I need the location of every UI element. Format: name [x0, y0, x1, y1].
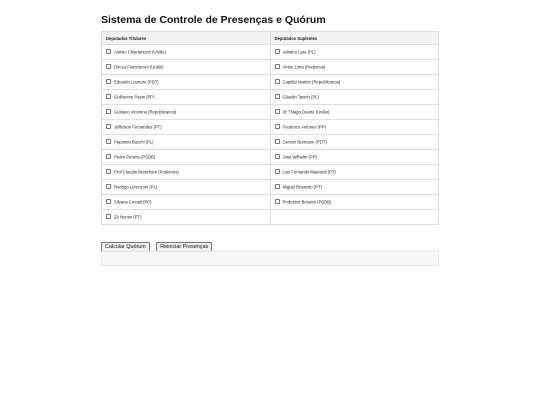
- presence-checkbox[interactable]: [275, 199, 280, 204]
- presence-checkbox[interactable]: [106, 124, 111, 129]
- deputy-name-label: Adriano Lara (PL): [282, 49, 316, 55]
- suplente-cell: [270, 90, 439, 105]
- deputy-name-label: Jefferson Fernandes (PT): [114, 124, 162, 130]
- deputy-name-label: Cláudio Tatsch (PL): [282, 94, 319, 100]
- deputy-name-label: Pedro Pereira (PSDB): [114, 154, 156, 160]
- table-row: [102, 120, 439, 135]
- deputy-name-label: Guilherme Pasin (PP): [114, 94, 155, 100]
- deputy-name-label: Frederico Antunes (PP): [282, 124, 327, 130]
- presence-checkbox[interactable]: [106, 109, 111, 114]
- table-header-row: [102, 32, 439, 45]
- deputy-name-label: Silvana Covatti (PP): [114, 199, 152, 205]
- titular-cell: [102, 195, 271, 210]
- presence-checkbox[interactable]: [275, 154, 280, 159]
- presence-checkbox[interactable]: [275, 184, 280, 189]
- table-row: [102, 60, 439, 75]
- presence-checkbox[interactable]: [275, 124, 280, 129]
- titular-cell: [102, 60, 271, 75]
- deputy-name-label: Eduardo Loureiro (PDT): [114, 79, 159, 85]
- deputy-name-label: Zé Nunes (PT): [114, 214, 142, 220]
- presence-checkbox[interactable]: [275, 109, 280, 114]
- titular-cell: [102, 120, 271, 135]
- deputy-name-label: Luiz Fernando Mainardi (PT): [282, 169, 336, 175]
- titular-cell: [102, 105, 271, 120]
- presence-checkbox[interactable]: [106, 49, 111, 54]
- presence-checkbox[interactable]: [106, 184, 111, 189]
- calculate-quorum-button[interactable]: Calcular Quórum: [101, 242, 150, 252]
- titular-cell: [102, 210, 271, 225]
- presence-checkbox[interactable]: [106, 94, 111, 99]
- presence-checkbox[interactable]: [106, 169, 111, 174]
- presence-checkbox[interactable]: [275, 64, 280, 69]
- table-row: [102, 150, 439, 165]
- deputy-name-label: Rodrigo Lorenzoni (PL): [114, 184, 158, 190]
- deputy-name-label: José Wilhelm (PP): [282, 154, 317, 160]
- presence-checkbox[interactable]: [106, 79, 111, 84]
- suplente-cell: [270, 105, 439, 120]
- suplente-cell: [270, 180, 439, 195]
- presence-checkbox[interactable]: [106, 199, 111, 204]
- header-suplentes: Deputados Suplentes: [270, 32, 439, 45]
- deputy-name-label: Capitão Martim (Republicanos): [282, 79, 341, 85]
- presence-checkbox[interactable]: [275, 94, 280, 99]
- titular-cell: [102, 75, 271, 90]
- table-row: [102, 180, 439, 195]
- titular-cell: [102, 150, 271, 165]
- presence-checkbox[interactable]: [275, 49, 280, 54]
- reset-attendance-button[interactable]: Reiniciar Presenças: [156, 242, 212, 252]
- attendance-table: [101, 31, 439, 225]
- table-row: [102, 165, 439, 180]
- presence-checkbox[interactable]: [106, 214, 111, 219]
- table-row: [102, 135, 439, 150]
- presence-checkbox[interactable]: [106, 64, 111, 69]
- presence-checkbox[interactable]: [275, 169, 280, 174]
- titular-cell: [102, 45, 271, 60]
- suplente-cell: [270, 60, 439, 75]
- titular-cell: [102, 90, 271, 105]
- titular-cell: [102, 165, 271, 180]
- table-row: [102, 75, 439, 90]
- deputy-name-label: Dr Thiago Duarte (União): [282, 109, 330, 115]
- deputy-name-label: Gerson Burmann (PDT): [282, 139, 327, 145]
- suplente-cell: [270, 75, 439, 90]
- header-titulares: Deputados Titulares: [102, 32, 271, 45]
- suplente-cell: [270, 120, 439, 135]
- presence-checkbox[interactable]: [275, 139, 280, 144]
- deputy-name-label: Airton Lima (Podemos): [282, 64, 326, 70]
- suplente-cell: [270, 210, 439, 225]
- presence-checkbox[interactable]: [106, 154, 111, 159]
- table-row: [102, 45, 439, 60]
- suplente-cell: [270, 45, 439, 60]
- suplente-cell: [270, 195, 439, 210]
- page-title: Sistema de Controle de Presenças e Quórum: [101, 14, 326, 26]
- table-row: [102, 90, 439, 105]
- suplente-cell: [270, 135, 439, 150]
- deputy-name-label: Dirceu Francisconi (União): [114, 64, 164, 70]
- suplente-cell: [270, 150, 439, 165]
- deputy-name-label: Prof Claudio Branchieri (Podemos): [114, 169, 179, 175]
- deputy-name-label: Papaneo Bacchi (PL): [114, 139, 154, 145]
- table-body: [102, 45, 439, 225]
- presence-checkbox[interactable]: [275, 79, 280, 84]
- suplente-cell: [270, 165, 439, 180]
- titular-cell: [102, 135, 271, 150]
- deputy-name-label: Gustavo Victorino (Republicanos): [114, 109, 177, 115]
- deputy-name-label: Aloísio Chiaramuzzi (União): [114, 49, 166, 55]
- presence-checkbox[interactable]: [106, 139, 111, 144]
- table-row: [102, 210, 439, 225]
- deputy-name-label: Miguel Rossetto (PT): [282, 184, 322, 190]
- table-row: [102, 105, 439, 120]
- deputy-name-label: Professor Bonatto (PSDB): [282, 199, 332, 205]
- quorum-result-panel: [101, 251, 439, 266]
- table-row: [102, 195, 439, 210]
- titular-cell: [102, 180, 271, 195]
